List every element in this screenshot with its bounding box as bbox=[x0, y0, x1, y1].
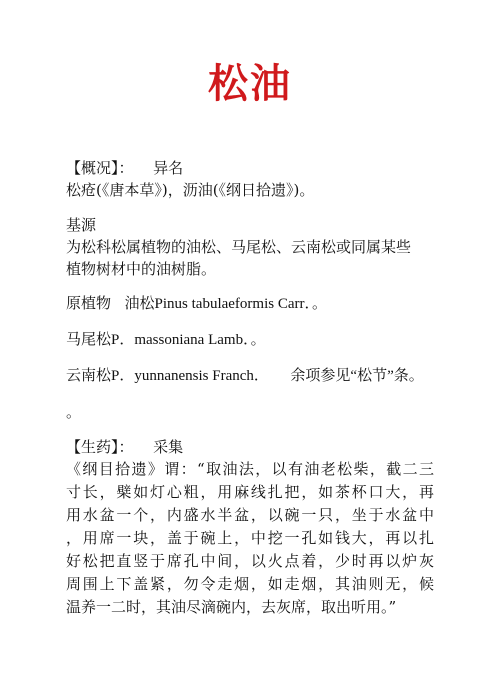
source-line-1: 为松科松属植物的油松、马尾松、云南松或同属某些 bbox=[66, 238, 412, 256]
collect-line-5: 好松把直竖于席孔中间，以火点着，少时再以炉灰 bbox=[66, 552, 434, 570]
medicine-heading: 【生药】： bbox=[66, 438, 134, 456]
plant-prefix: 原植物 bbox=[66, 296, 112, 312]
plant-line-1 bbox=[66, 293, 327, 315]
alias-text: 松疮(《唐本草》)，沥油(《纲日拾遗》)。 bbox=[66, 181, 315, 199]
collect-line-4: ，用席一块，盖于碗上，中挖一孔如钱大，再以扎 bbox=[66, 529, 434, 547]
collect-line-3: 用水盆一个，内盛水半盆，以碗一只，坐于水盆中 bbox=[66, 506, 434, 524]
collect-line-6: 周围上下盖紧，勿令走烟，如走烟，其油则无，候 bbox=[66, 575, 434, 593]
source-line-2: 植物树材中的油树脂。 bbox=[66, 260, 217, 278]
collect-line-2: 寸长，檗如灯心粗，用麻线扎把，如茶杯口大，再 bbox=[66, 483, 434, 501]
plant-line-2: 马尾松P．massoniana Lamb．。 bbox=[66, 332, 266, 348]
plant-line-3 bbox=[66, 365, 424, 387]
alias-label: 异名 bbox=[153, 159, 184, 177]
collect-label: 采集 bbox=[153, 438, 184, 456]
source-heading: 基源 bbox=[66, 216, 97, 234]
overview-heading: 【概况】： bbox=[66, 159, 134, 177]
collect-line-7: 温养一二时，其油尽滴碗内，去灰席，取出听用。” bbox=[66, 598, 397, 616]
medicine-heading-row bbox=[66, 436, 183, 458]
page-title: 松油 bbox=[208, 60, 292, 107]
collect-line-1: 《纲目拾遗》谓：“取油法，以有油老松柴，截二三 bbox=[66, 460, 434, 478]
overview-heading-row bbox=[66, 157, 183, 179]
plant-see-also-note: 余项参见“松节”条。 bbox=[290, 368, 424, 384]
plant-trailing-mark: 。 bbox=[66, 403, 82, 421]
plant-pinus-tabulaeformis: 油松Pinus tabulaeformis Carr．。 bbox=[124, 296, 327, 312]
plant-pinus-yunnanensis: 云南松P．yunnanensis Franch． bbox=[66, 368, 269, 384]
